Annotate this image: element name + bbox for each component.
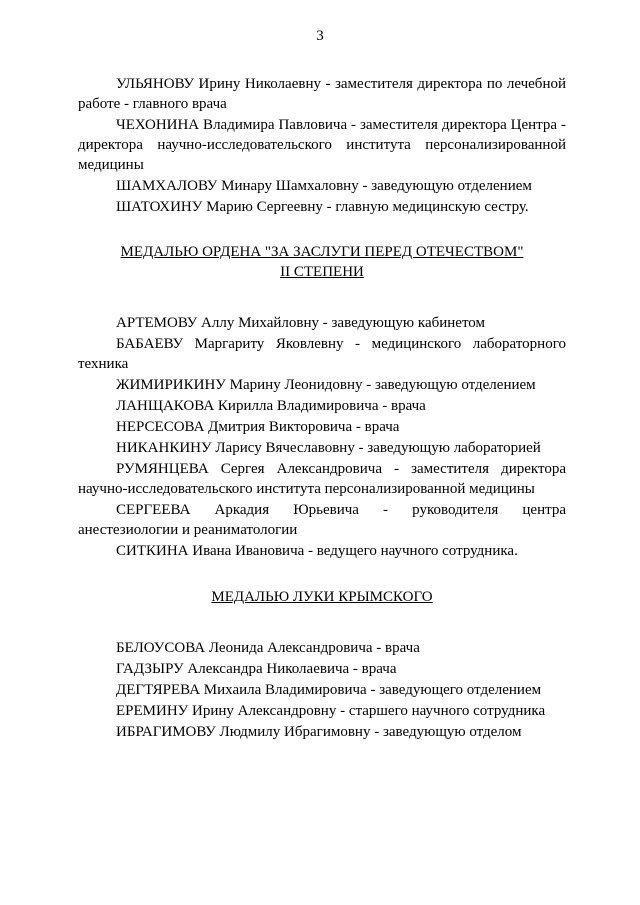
award-entry: РУМЯНЦЕВА Сергея Александровича - заместителя директора научно-исследовательского института персонализированной медицины: [78, 461, 566, 497]
award-entry: ЕРЕМИНУ Ирину Александровну - старшего научного сотрудника: [116, 703, 546, 719]
page-number: 3: [316, 28, 324, 44]
award-entry: ИБРАГИМОВУ Людмилу Ибрагимовну - заведующую отделом: [116, 724, 522, 740]
award-entry: СИТКИНА Ивана Ивановича - ведущего научного сотрудника.: [116, 543, 518, 559]
award-entry: БАБАЕВУ Маргариту Яковлевну - медицинского лабораторного техника: [78, 336, 566, 372]
award-entry: ШАМХАЛОВУ Минару Шамхаловну - заведующую отделением: [116, 178, 532, 194]
award-entry: ЛАНЩАКОВА Кирилла Владимировича - врача: [116, 398, 426, 414]
section-heading-title: МЕДАЛЬЮ ЛУКИ КРЫМСКОГО: [211, 589, 433, 605]
award-entry: НИКАНКИНУ Ларису Вячеславовну - заведующую лабораторией: [116, 440, 541, 456]
award-list-section-1: [78, 313, 566, 561]
award-entry: БЕЛОУСОВА Леонида Александровича - врача: [116, 640, 420, 656]
section-heading-luka-krymsky: [78, 587, 566, 607]
award-entry: НЕРСЕСОВА Дмитрия Викторовича - врача: [116, 419, 400, 435]
award-entry: ДЕГТЯРЕВА Михаила Владимировича - заведующего отделением: [116, 682, 542, 698]
award-list-section-0: [78, 74, 566, 217]
section-heading-line-2: II СТЕПЕНИ: [280, 264, 364, 280]
award-entry: УЛЬЯНОВУ Ирину Николаевну - заместителя директора по лечебной работе - главного врача: [78, 76, 566, 112]
award-entry: ЧЕХОНИНА Владимира Павловича - заместителя директора Центра - директора научно-исследовательского института персонализированной медицины: [78, 117, 566, 173]
section-heading-order-merit: [78, 242, 566, 282]
award-entry: СЕРГЕЕВА Аркадия Юрьевича - руководителя центра анестезиологии и реаниматологии: [78, 502, 566, 538]
award-entry: АРТЕМОВУ Аллу Михайловну - заведующую кабинетом: [116, 315, 486, 331]
section-heading-line-1: МЕДАЛЬЮ ОРДЕНА "ЗА ЗАСЛУГИ ПЕРЕД ОТЕЧЕСТВОМ": [120, 244, 524, 260]
award-entry: ШАТОХИНУ Марию Сергеевну - главную медицинскую сестру.: [116, 199, 529, 215]
award-entry: ЖИМИРИКИНУ Марину Леонидовну - заведующую отделением: [116, 377, 536, 393]
award-list-section-2: [78, 638, 566, 742]
document-body: [78, 74, 566, 743]
award-entry: ГАДЗЫРУ Александра Николаевича - врача: [116, 661, 397, 677]
